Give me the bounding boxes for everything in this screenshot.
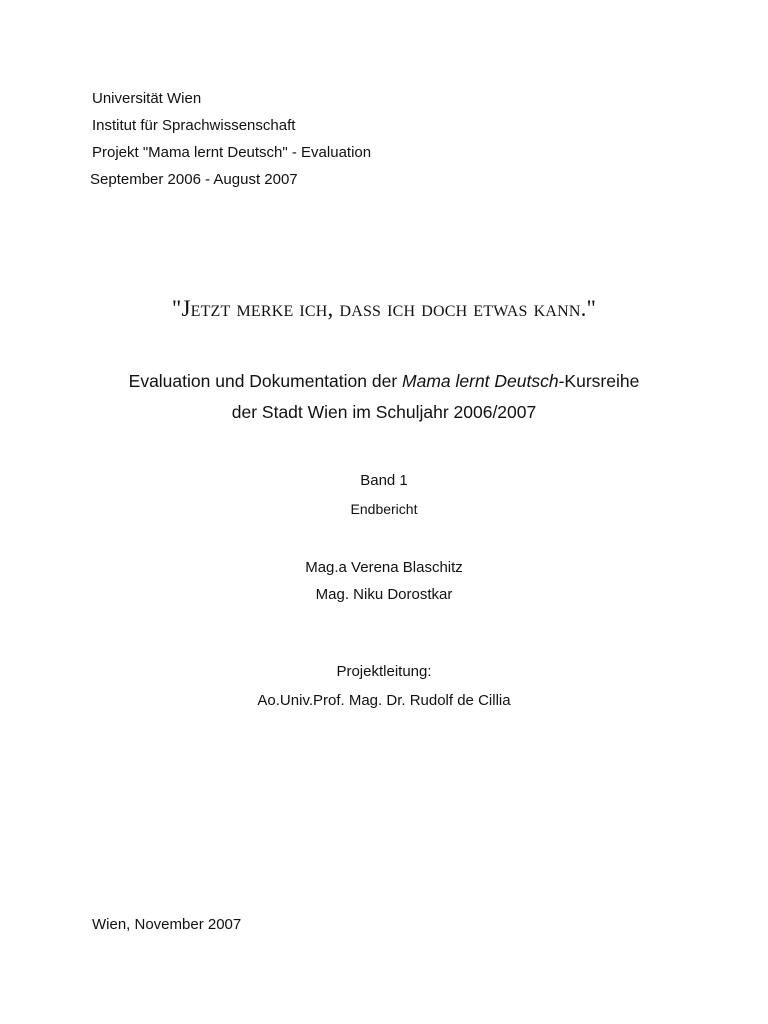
subtitle-suffix: -Kursreihe [558, 371, 640, 391]
subtitle-line-1 [0, 366, 768, 397]
subtitle-line-2: der Stadt Wien im Schuljahr 2006/2007 [231, 402, 537, 422]
project-lead-label: Projektleitung: [336, 663, 432, 680]
author-name: Mag. Niku Dorostkar [315, 586, 453, 603]
authors [0, 554, 768, 608]
subtitle-prefix: Evaluation und Dokumentation der [128, 371, 403, 391]
university-name: Universität Wien [92, 90, 202, 107]
project-lead-name: Ao.Univ.Prof. Mag. Dr. Rudolf de Cillia [257, 692, 511, 709]
institute-name: Institut für Sprachwissenschaft [92, 117, 296, 134]
subtitle-italic-course-name: Mama lernt Deutsch [402, 371, 559, 391]
place-and-date: Wien, November 2007 [92, 916, 242, 933]
document-subtitle [0, 366, 768, 428]
document-title: "Jetzt merke ich, dass ich doch etwas kann." [171, 296, 597, 321]
institution-header [92, 85, 371, 193]
project-lead [0, 657, 768, 715]
project-name: Projekt "Mama lernt Deutsch" - Evaluation [92, 144, 372, 161]
project-period: September 2006 - August 2007 [90, 171, 298, 188]
volume-label: Band 1 [360, 472, 408, 489]
volume-info [0, 467, 768, 523]
author-name: Mag.a Verena Blaschitz [305, 559, 463, 576]
report-type: Endbericht [350, 501, 418, 517]
